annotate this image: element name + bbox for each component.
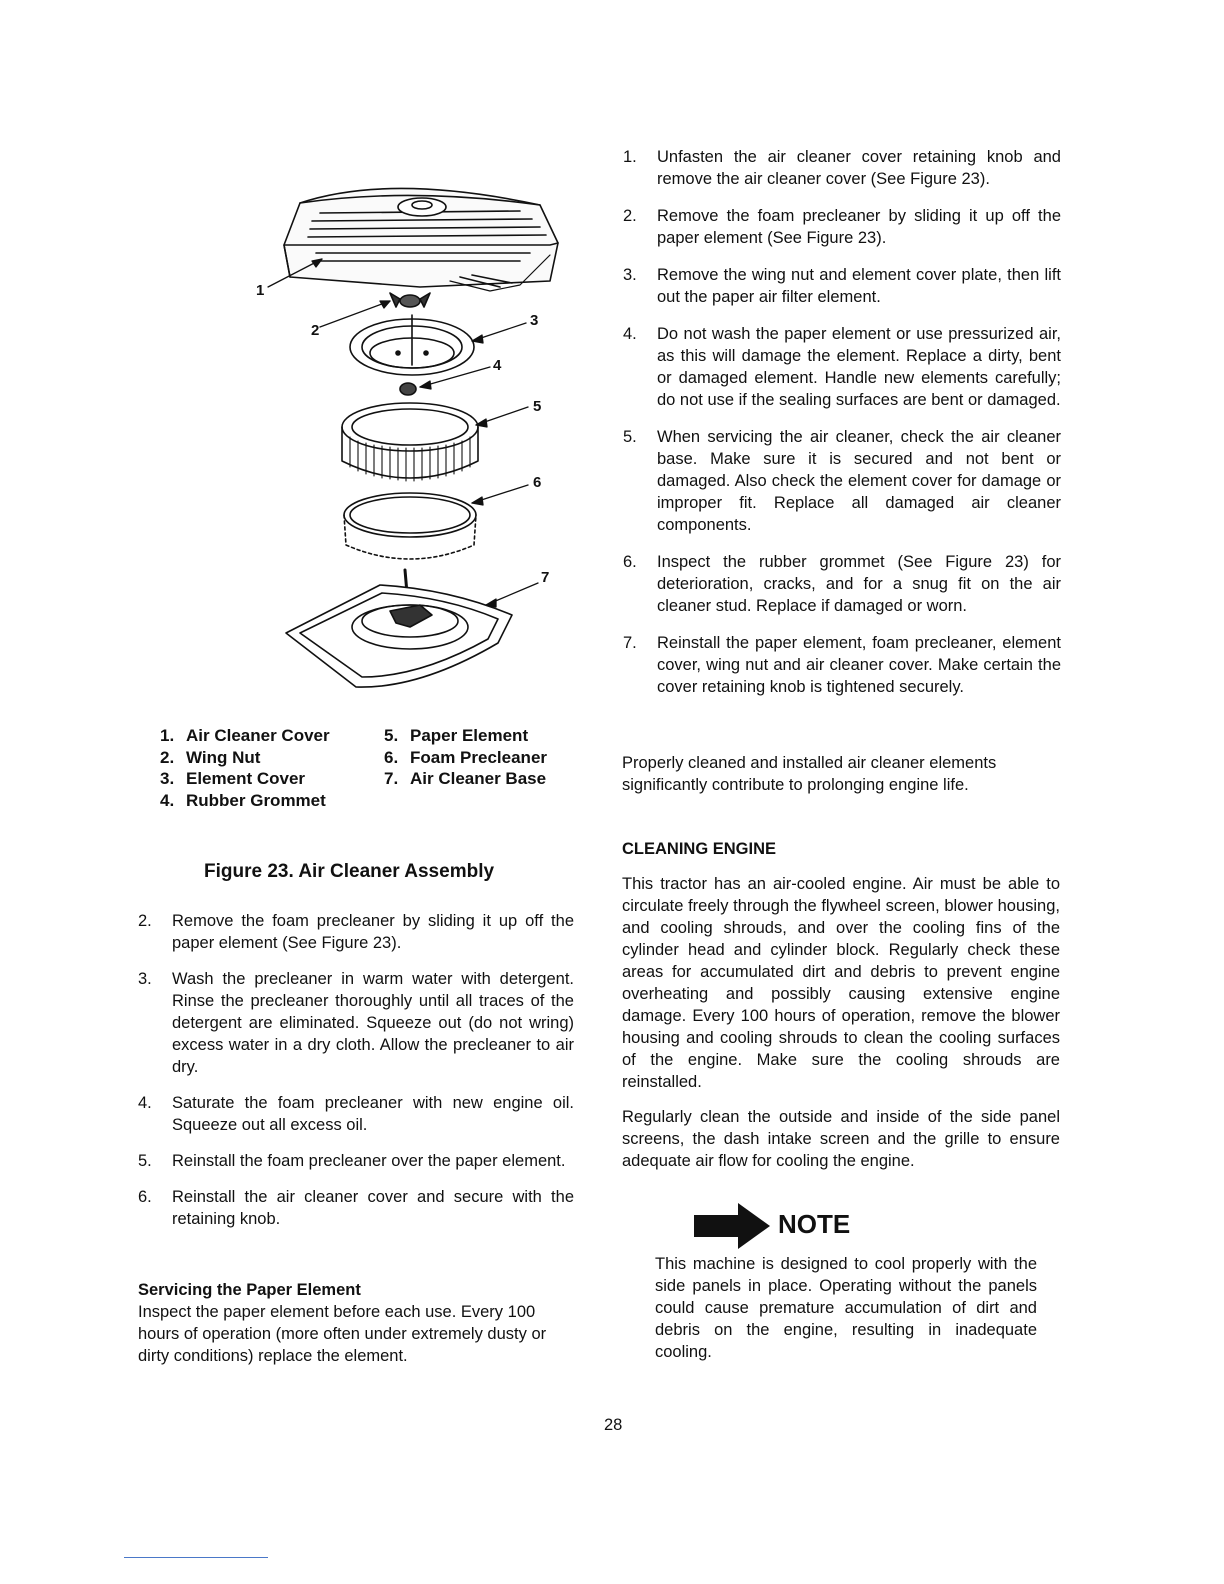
list-item: 4. Saturate the foam precleaner with new engine oil. Squeeze out all excess oil. [138,1094,574,1134]
section-heading: Servicing the Paper Element [138,1281,361,1299]
note-body: This machine is designed to cool properly with the side panels in place. Operating without the panels could cause premature accumulation of dirt and debris on the engine, resulting in inadequate cooling. [655,1255,1037,1361]
figure-legend-col2 [384,725,547,790]
wing-nut-drawing [390,293,430,307]
note-label: NOTE [778,1209,851,1239]
legend-item: 1. Air Cleaner Cover [160,726,330,745]
list-item: 2. Remove the foam precleaner by sliding it up off the paper element (See Figure 23). [138,912,574,952]
air-cleaner-cover-drawing [284,188,558,291]
right-steps-list [623,146,1061,698]
list-item: 3. Remove the wing nut and element cover plate, then lift out the paper air filter element. [623,266,1061,306]
legend-item: 2. Wing Nut [160,747,261,767]
section-body: Inspect the paper element before each use. Every 100 hours of operation (more often under extremely dusty or dirty conditions) replace the element. [138,1303,547,1365]
legend-item: 7. Air Cleaner Base [384,769,547,788]
air-cleaner-assembly-diagram [250,165,570,700]
paper-element-section [138,1279,574,1367]
callout-5: 5 [533,398,542,415]
list-item: 4. Do not wash the paper element or use pressurized air, as this will damage the element. Replace a dirty, bent or damaged element. Handle new elements carefully; do not use if the sealing surfaces are bent or damaged. [623,325,1061,409]
list-item: 6. Inspect the rubber grommet (See Figure 23) for deterioration, cracks, and for a snug fit on the air cleaner stud. Replace if damaged or worn. [623,553,1061,615]
list-item: 7. Reinstall the paper element, foam precleaner, element cover, wing nut and air cleaner cover. Make certain the cover retaining knob is tightened securely. [623,634,1061,696]
list-item: 6. Reinstall the air cleaner cover and secure with the retaining knob. [138,1188,574,1228]
legend-item: 5. Paper Element [384,726,529,745]
left-steps-list [138,910,574,1230]
callout-1: 1 [256,282,265,299]
cleaning-engine-para2: Regularly clean the outside and inside of the side panel screens, the dash intake screen and the grille to ensure adequate air flow for cooling the engine. [622,1108,1060,1170]
list-item: 5. When servicing the air cleaner, check the air cleaner base. Make sure it is secured and not bent or damaged. Also check the element cover for damage or improper fit. Replace all damaged air cleaner components. [623,428,1061,534]
cleaning-engine-para1: This tractor has an air-cooled engine. Air must be able to circulate freely through the flywheel screen, blower housing, and cooling shrouds, and over the cooling fins of the cylinder head and cylinder block. Regularly check these areas for accumulated dirt and debris to prevent engine overheating and possibly causing extensive engine damage. Every 100 hours of operation, remove the blower housing and cooling shrouds to clean the cooling surfaces of the engine. Make sure the cooling shrouds are reinstalled. [622,875,1060,1091]
cleaning-engine-heading: CLEANING ENGINE [622,840,777,858]
figure-legend-col1 [160,725,330,811]
foam-precleaner-drawing [344,493,476,559]
list-item: 2. Remove the foam precleaner by sliding it up off the paper element (See Figure 23). [623,207,1061,247]
air-cleaner-base-drawing [286,570,512,687]
legend-item: 4. Rubber Grommet [160,790,326,810]
callout-2: 2 [311,322,320,339]
figure-caption: Figure 23. Air Cleaner Assembly [204,861,495,882]
note-arrow-icon [694,1203,770,1249]
footnote-rule [124,1557,268,1558]
legend-item: 3. Element Cover [160,769,306,788]
list-item: 3. Wash the precleaner in warm water with detergent. Rinse the precleaner thoroughly until all traces of the detergent are eliminated. Squeeze out (do not wring) excess water in a dry cloth. Allow the precleaner to air dry. [138,970,574,1076]
list-item: 1. Unfasten the air cleaner cover retaining knob and remove the air cleaner cover (See Figure 23). [623,148,1061,188]
paper-element-drawing [342,403,478,481]
legend-item: 6. Foam Precleaner [384,747,548,767]
callout-6: 6 [533,474,542,491]
callout-3: 3 [530,312,539,329]
element-cover-drawing [350,315,474,375]
callout-7: 7 [541,569,550,586]
callout-4: 4 [493,357,502,374]
closing-paragraph: Properly cleaned and installed air cleaner elements significantly contribute to prolonging engine life. [622,754,997,794]
rubber-grommet-drawing [400,383,416,395]
list-item: 5. Reinstall the foam precleaner over the paper element. [138,1152,566,1170]
page-number: 28 [604,1416,623,1434]
